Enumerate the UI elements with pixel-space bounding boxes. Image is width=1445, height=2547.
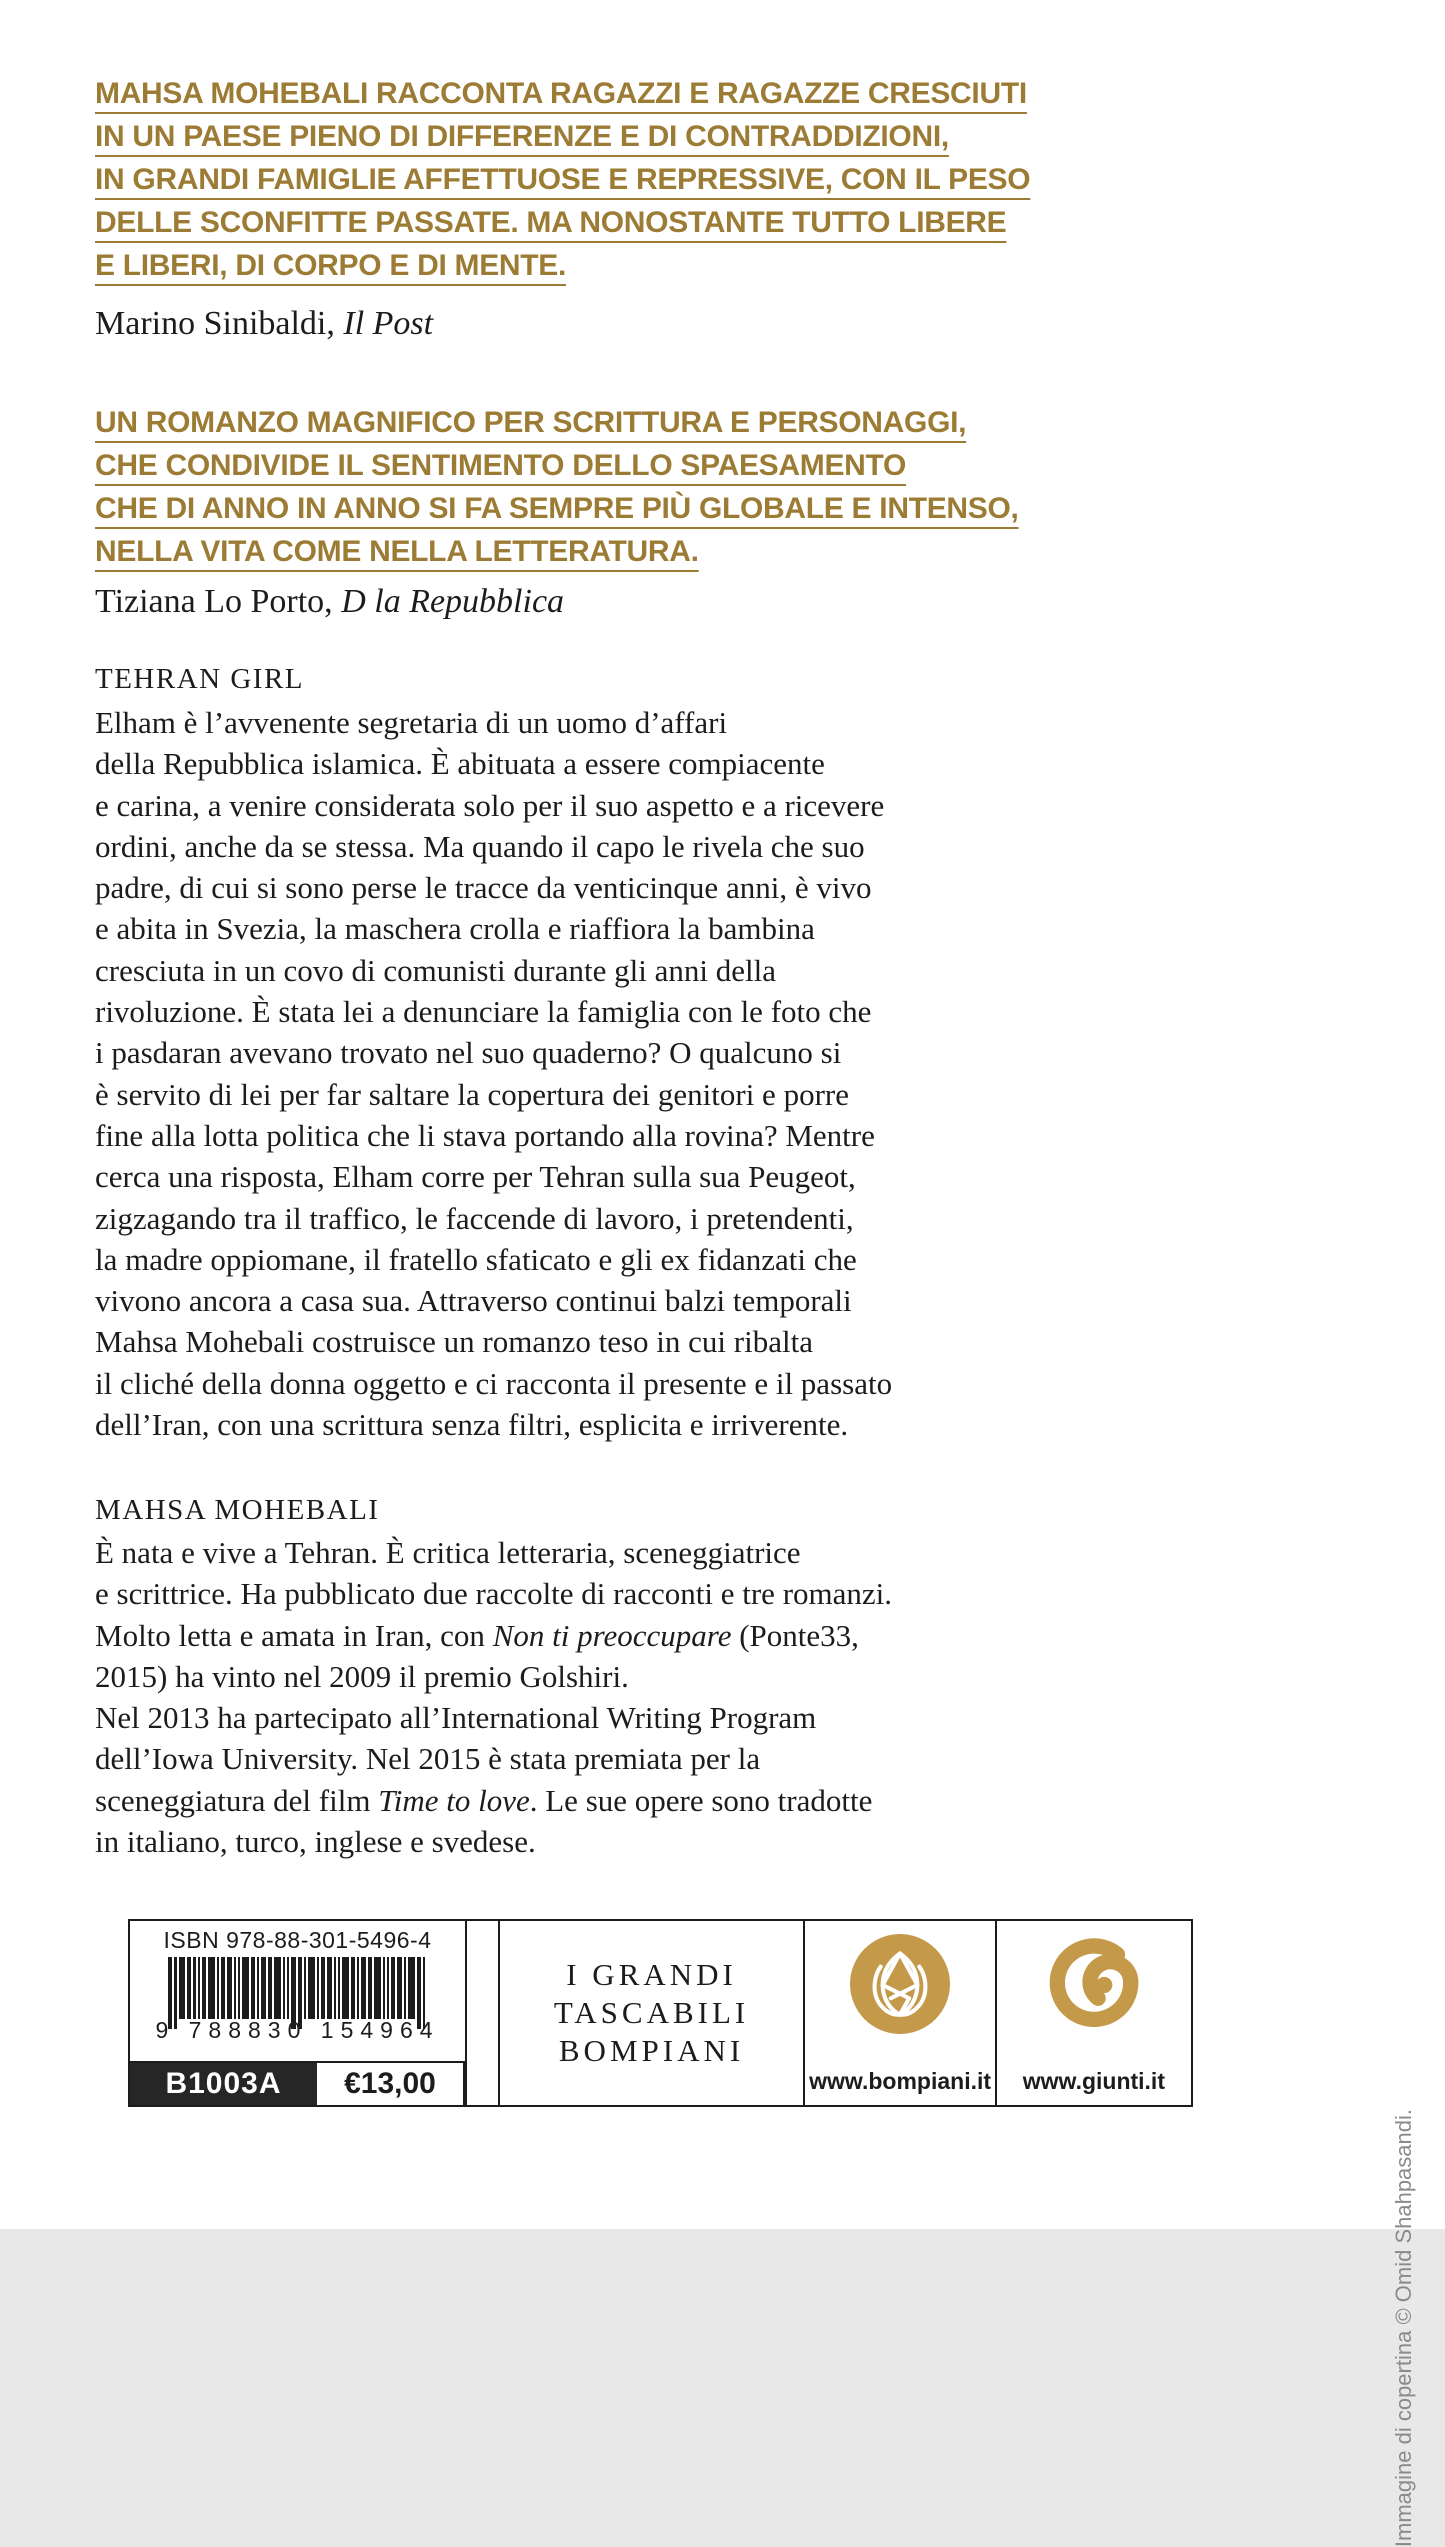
text-line: 2015) ha vinto nel 2009 il premio Golshiri. <box>95 1658 629 1694</box>
barcode-digits: 9 788830 154964 <box>155 2017 440 2043</box>
text-line: TASCABILI <box>553 1995 750 2030</box>
text-line: Molto letta e amata in Iran, con Non ti preoccupare (Ponte33, <box>95 1617 859 1653</box>
press-quote-1 <box>95 72 1030 287</box>
text-line: cresciuta in un covo di comunisti durante gli anni della <box>95 952 776 988</box>
text-line: rivoluzione. È stata lei a denunciare la famiglia con le foto che <box>95 994 872 1030</box>
giunti-url: www.giunti.it <box>1022 2068 1165 2094</box>
series-name <box>554 1956 749 2070</box>
text-line: Elham è l’avvenente segretaria di un uomo d’affari <box>95 705 728 740</box>
text-line: della Repubblica islamica. È abituata a essere compiacente <box>95 746 825 782</box>
text-line: IN UN PAESE PIENO DI DIFFERENZE E DI CONTRADDIZIONI, <box>95 120 949 153</box>
text-line: e carina, a venire considerata solo per il suo aspetto e a ricevere <box>95 787 885 823</box>
text-line: CHE DI ANNO IN ANNO SI FA SEMPRE PIÙ GLOBALE E INTENSO, <box>95 492 1019 525</box>
series-cell <box>500 1921 806 2105</box>
text-line: in italiano, turco, inglese e svedese. <box>95 1824 536 1860</box>
text-line: BOMPIANI <box>558 2033 745 2068</box>
barcode-cell <box>130 1921 500 2105</box>
text-line: vivono ancora a casa sua. Attraverso continui balzi temporali <box>95 1283 852 1319</box>
text-line: dell’Iran, con una scrittura senza filtri, esplicita e irriverente. <box>95 1407 849 1443</box>
publisher-strip <box>128 1919 1193 2107</box>
text-line: Mahsa Mohebali costruisce un romanzo teso in cui ribalta <box>95 1324 813 1360</box>
text-line: IN GRANDI FAMIGLIE AFFETTUOSE E REPRESSIVE, CON IL PESO <box>95 163 1031 196</box>
author-bio-text <box>95 1532 892 1862</box>
text-line: DELLE SCONFITTE PASSATE. MA NONOSTANTE TUTTO LIBERE <box>95 206 1007 239</box>
text-line: E LIBERI, DI CORPO E DI MENTE. <box>95 249 567 282</box>
text-line: MAHSA MOHEBALI RACCONTA RAGAZZI E RAGAZZE CRESCIUTI <box>95 77 1027 110</box>
text-line: È nata e vive a Tehran. È critica letteraria, sceneggiatrice <box>95 1535 801 1570</box>
text-line: fine alla lotta politica che li stava portando alla rovina? Mentre <box>95 1117 875 1153</box>
text-line: I GRANDI <box>566 1957 737 1992</box>
text-line: il cliché della donna oggetto e ci racconta il presente e il passato <box>95 1365 893 1401</box>
text-line: e abita in Svezia, la maschera crolla e riaffiora la bambina <box>95 911 815 947</box>
text-line: e scrittrice. Ha pubblicato due raccolte di racconti e tre romanzi. <box>95 1576 893 1612</box>
cover-image-credit: Immagine di copertina © Omid Shahpasandi. <box>1391 2109 1416 2547</box>
press-quote-1-attribution: Marino Sinibaldi, Il Post <box>95 305 434 342</box>
barcode-area <box>130 1921 465 2061</box>
text-line: CHE CONDIVIDE IL SENTIMENTO DELLO SPAESAMENTO <box>95 449 907 482</box>
isbn-unit <box>130 1921 467 2105</box>
author-bio-heading: MAHSA MOHEBALI <box>95 1494 380 1526</box>
text-line: i pasdaran avevano trovato nel suo quaderno? O qualcuno si <box>95 1035 842 1071</box>
text-line: la madre oppiomane, il fratello sfaticato e gli ex fidanzati che <box>95 1241 857 1277</box>
bompiani-logo-icon <box>849 1933 951 2035</box>
synopsis-heading: TEHRAN GIRL <box>95 663 305 695</box>
code-price-row <box>130 2061 465 2105</box>
text-line: cerca una risposta, Elham corre per Tehran sulla sua Peugeot, <box>95 1159 856 1195</box>
giunti-logo-icon <box>1043 1933 1145 2035</box>
text-line: UN ROMANZO MAGNIFICO PER SCRITTURA E PERSONAGGI, <box>95 406 967 439</box>
isbn-label: ISBN 978-88-301-5496-4 <box>163 1927 432 1953</box>
text-line: NELLA VITA COME NELLA LETTERATURA. <box>95 535 699 568</box>
text-line: padre, di cui si sono perse le tracce da venticinque anni, è vivo <box>95 870 872 906</box>
text-line: sceneggiatura del film Time to love. Le sue opere sono tradotte <box>95 1782 873 1818</box>
edition-code: B1003A <box>130 2063 317 2105</box>
text-line: zigzagando tra il traffico, le faccende di lavoro, i pretendenti, <box>95 1200 854 1236</box>
text-line: è servito di lei per far saltare la copertura dei genitori e porre <box>95 1076 849 1112</box>
press-quote-2-attribution: Tiziana Lo Porto, D la Repubblica <box>95 583 565 620</box>
bompiani-cell <box>805 1921 996 2105</box>
bompiani-url: www.bompiani.it <box>809 2068 992 2094</box>
text-line: ordini, anche da se stessa. Ma quando il capo le rivela che suo <box>95 828 865 864</box>
text-line: dell’Iowa University. Nel 2015 è stata premiata per la <box>95 1741 761 1777</box>
press-quote-2 <box>95 401 1019 573</box>
synopsis-text <box>95 702 892 1445</box>
giunti-cell <box>997 1921 1191 2105</box>
price: €13,00 <box>317 2063 465 2105</box>
text-line: Nel 2013 ha partecipato all’International Writing Program <box>95 1700 817 1736</box>
